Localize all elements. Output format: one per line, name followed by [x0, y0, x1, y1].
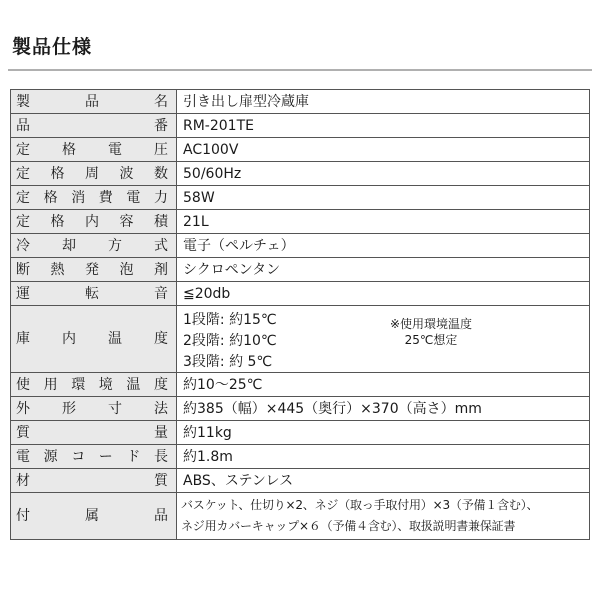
spec-label	[11, 186, 177, 210]
spec-label-char: 電	[16, 448, 30, 465]
spec-row-product-name	[11, 90, 590, 114]
spec-label	[11, 469, 177, 493]
spec-label	[11, 258, 177, 282]
spec-label-char: 名	[154, 93, 168, 110]
spec-label-char: 格	[50, 165, 65, 182]
spec-label-char: 外	[16, 400, 30, 417]
spec-label-text	[11, 509, 176, 523]
spec-label-char: 量	[154, 424, 168, 441]
spec-value: 約1.8m	[177, 445, 590, 469]
spec-label-char: 格	[50, 213, 65, 230]
spec-label	[11, 373, 177, 397]
spec-value: ≦20db	[177, 282, 590, 306]
spec-label-char: 材	[16, 472, 30, 489]
spec-row-noise	[11, 282, 590, 306]
spec-label-char: 源	[43, 448, 58, 465]
temp-note-line: ※使用環境温度	[390, 317, 473, 331]
spec-label-char: 品	[85, 93, 99, 110]
spec-table	[10, 89, 590, 540]
spec-row-ambient-temperature	[11, 373, 590, 397]
spec-value	[177, 493, 590, 540]
page-title: 製品仕様	[12, 36, 93, 58]
spec-label-char: 周	[85, 165, 99, 182]
spec-value: 約11kg	[177, 421, 590, 445]
spec-value: 50/60Hz	[177, 162, 590, 186]
spec-label-text	[11, 143, 176, 157]
spec-label-char: 剤	[154, 261, 168, 278]
spec-label-char: 消	[71, 189, 86, 206]
spec-label	[11, 114, 177, 138]
spec-label-char: 圧	[154, 141, 168, 158]
spec-value: 約10〜25℃	[177, 373, 590, 397]
spec-label-text	[11, 450, 176, 464]
spec-value: 約385（幅）×445（奥行）×370（高さ）mm	[177, 397, 590, 421]
spec-row-dimensions	[11, 397, 590, 421]
temp-note	[390, 316, 472, 348]
spec-label-char: 定	[16, 189, 30, 206]
spec-label-text	[11, 119, 176, 133]
spec-label-text	[11, 474, 176, 488]
spec-label-char: 付	[16, 508, 30, 524]
spec-label-text	[11, 191, 176, 205]
spec-row-internal-temperature	[11, 306, 590, 373]
spec-label-text	[11, 332, 176, 346]
spec-label-char: 使	[16, 376, 30, 393]
spec-value: RM-201TE	[177, 114, 590, 138]
spec-label-char: 環	[71, 376, 86, 393]
spec-label-char: 泡	[119, 261, 134, 278]
spec-label-char: 温	[108, 331, 122, 347]
spec-label	[11, 90, 177, 114]
spec-label-text	[11, 215, 176, 229]
spec-label	[11, 306, 177, 373]
spec-label-char: 音	[154, 285, 168, 302]
spec-value: AC100V	[177, 138, 590, 162]
spec-label-char: 格	[62, 141, 76, 158]
spec-value: シクロペンタン	[177, 258, 590, 282]
spec-value: 21L	[177, 210, 590, 234]
spec-label	[11, 234, 177, 258]
spec-label-char: 長	[153, 448, 168, 465]
spec-label-char: 方	[108, 237, 122, 254]
spec-label-text	[11, 426, 176, 440]
spec-value: 引き出し扉型冷蔵庫	[177, 90, 590, 114]
spec-label-char: 番	[154, 117, 168, 134]
spec-label-char: 格	[43, 189, 58, 206]
spec-row-model-number	[11, 114, 590, 138]
spec-label-char: 質	[154, 472, 168, 489]
spec-value: ABS、ステンレス	[177, 469, 590, 493]
spec-row-weight	[11, 421, 590, 445]
spec-label-text	[11, 239, 176, 253]
spec-label-char: 熱	[50, 261, 65, 278]
spec-label-char: 運	[16, 285, 30, 302]
spec-row-cooling-method	[11, 234, 590, 258]
spec-label-char: 数	[154, 165, 168, 182]
spec-label	[11, 445, 177, 469]
spec-label-text	[11, 378, 176, 392]
spec-label-char: 式	[154, 237, 168, 254]
spec-label-char: 内	[85, 213, 99, 230]
temp-level-3: 3段階: 約 5℃	[183, 354, 273, 370]
spec-label-text	[11, 287, 176, 301]
spec-row-power-consumption	[11, 186, 590, 210]
spec-label-char: 質	[16, 424, 30, 441]
temp-level-2: 2段階: 約10℃	[183, 333, 277, 349]
spec-label	[11, 162, 177, 186]
spec-label-char: 寸	[108, 400, 122, 417]
spec-row-material	[11, 469, 590, 493]
accessories-line: ネジ用カバーキャップ×６（予備４含む）、取扱説明書兼保証書	[181, 519, 516, 533]
spec-value: 58W	[177, 186, 590, 210]
spec-label-char: ー	[98, 448, 113, 465]
spec-label	[11, 421, 177, 445]
spec-label-text	[11, 95, 176, 109]
spec-label-char: 力	[153, 189, 168, 206]
spec-label-char: 費	[98, 189, 113, 206]
title-divider	[8, 69, 592, 71]
spec-label-char: 波	[119, 165, 134, 182]
spec-label-char: 冷	[16, 237, 30, 254]
spec-label	[11, 210, 177, 234]
spec-label	[11, 493, 177, 540]
spec-row-capacity	[11, 210, 590, 234]
spec-label-char: 積	[154, 213, 168, 230]
spec-label-char: コ	[71, 448, 86, 465]
spec-label-char: 境	[98, 376, 113, 393]
accessories-line: バスケット、仕切り×2、ネジ（取っ手取付用）×3（予備１含む）、	[181, 498, 539, 512]
spec-label-char: 発	[85, 261, 99, 278]
temp-note-line: 25℃想定	[404, 333, 458, 347]
spec-label-char: 定	[16, 165, 30, 182]
spec-label-char: 製	[16, 93, 30, 110]
spec-label-char: 品	[16, 117, 30, 134]
spec-label-char: 却	[62, 237, 76, 254]
temp-level-1: 1段階: 約15℃	[183, 312, 277, 328]
spec-label-char: 定	[16, 213, 30, 230]
spec-label-char: 転	[85, 285, 99, 302]
spec-value	[177, 306, 590, 373]
spec-value: 電子（ペルチェ）	[177, 234, 590, 258]
spec-label-char: 温	[126, 376, 141, 393]
spec-label-char: ド	[126, 448, 141, 465]
spec-label	[11, 282, 177, 306]
spec-label-text	[11, 263, 176, 277]
spec-label	[11, 397, 177, 421]
spec-label	[11, 138, 177, 162]
spec-label-text	[11, 167, 176, 181]
spec-label-char: 内	[62, 331, 76, 347]
spec-label-char: 電	[108, 141, 122, 158]
spec-row-rated-frequency	[11, 162, 590, 186]
spec-label-char: 用	[43, 376, 58, 393]
spec-row-accessories	[11, 493, 590, 540]
spec-label-char: 度	[153, 376, 168, 393]
spec-row-cord-length	[11, 445, 590, 469]
spec-label-text	[11, 402, 176, 416]
spec-label-char: 定	[16, 141, 30, 158]
spec-label-char: 度	[154, 331, 168, 347]
spec-label-char: 庫	[16, 331, 30, 347]
spec-label-char: 電	[126, 189, 141, 206]
spec-row-rated-voltage	[11, 138, 590, 162]
spec-label-char: 品	[154, 508, 168, 524]
spec-label-char: 法	[154, 400, 168, 417]
spec-label-char: 断	[16, 261, 30, 278]
spec-label-char: 形	[62, 400, 76, 417]
spec-row-insulation-foam	[11, 258, 590, 282]
spec-label-char: 属	[85, 508, 99, 524]
spec-label-char: 容	[119, 213, 134, 230]
